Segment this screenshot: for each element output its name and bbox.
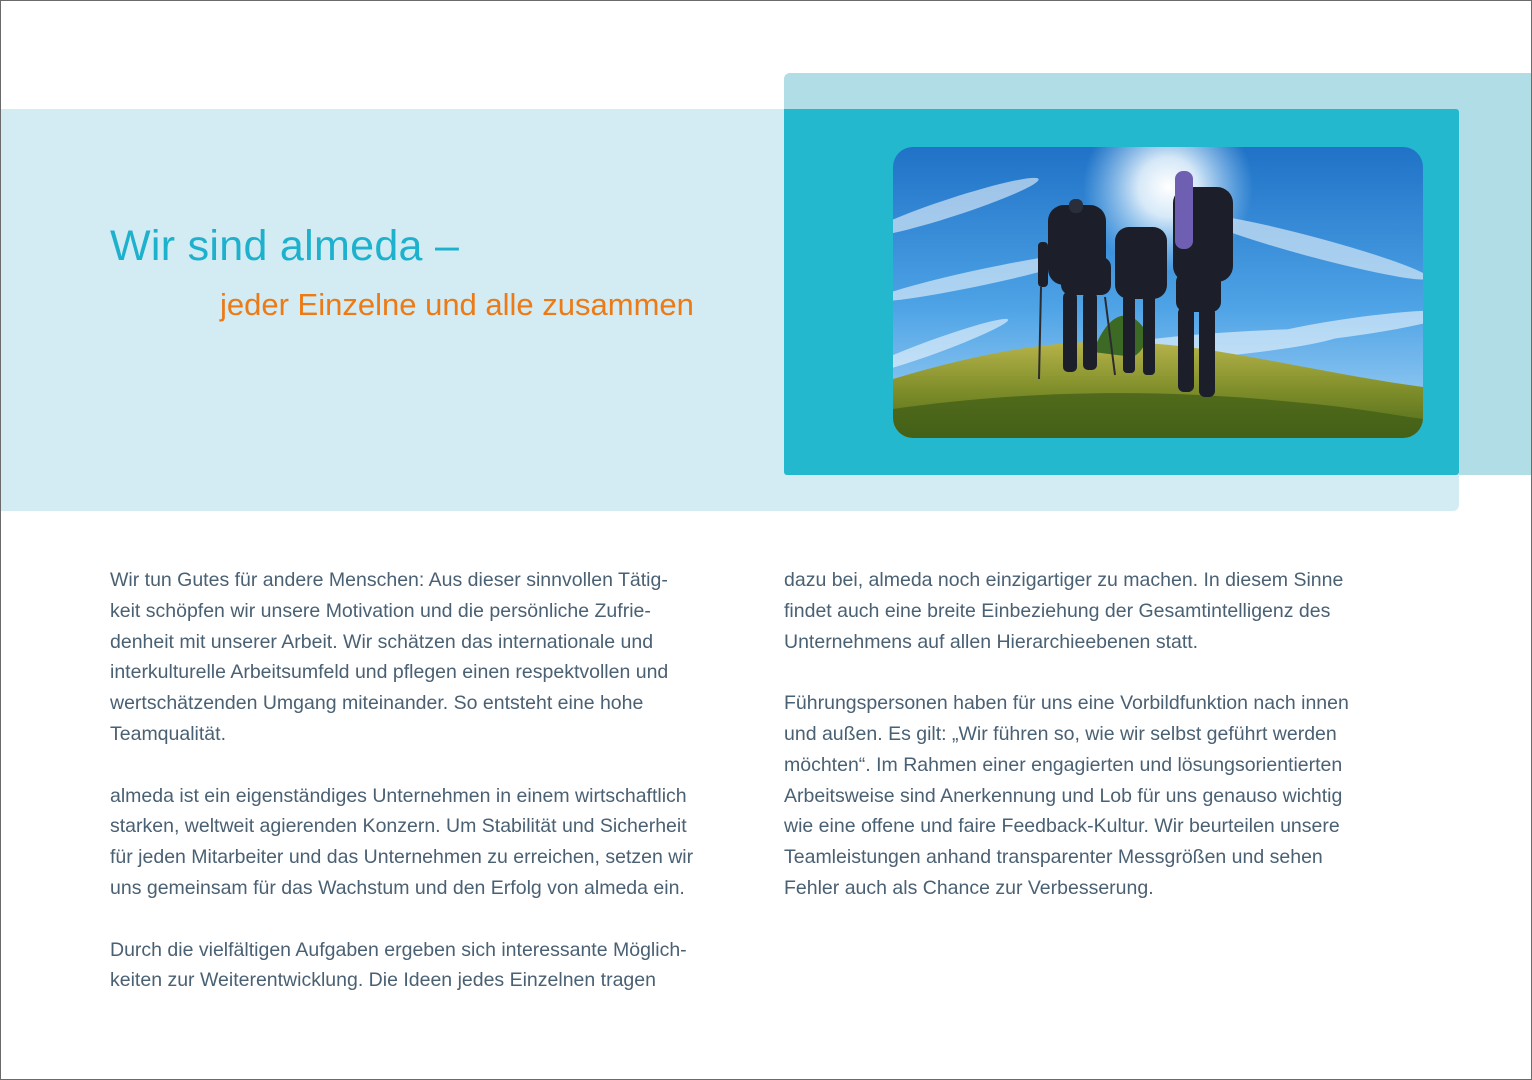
- text-line: für jeden Mitarbeiter und das Unternehmen zu erreichen, setzen wir: [110, 846, 694, 869]
- page-subtitle: jeder Einzelne und alle zusammen: [220, 287, 694, 322]
- text-line: wertschätzenden Umgang miteinander. So entsteht eine hohe: [110, 692, 644, 715]
- text-line: Führungspersonen haben für uns eine Vorbildfunktion nach innen: [784, 692, 1349, 715]
- text-column-left: [110, 565, 760, 1027]
- text-line: Teamleistungen anhand transparenter Messgrößen und sehen: [784, 846, 1323, 869]
- paragraph: [784, 688, 1424, 904]
- text-line: uns gemeinsam für das Wachstum und den Erfolg von almeda ein.: [110, 876, 685, 899]
- text-line: und außen. Es gilt: „Wir führen so, wie wir selbst geführt werden: [784, 722, 1337, 745]
- paragraph: [784, 565, 1424, 657]
- text-line: keit schöpfen wir unsere Motivation und die persönliche Zufrie-: [110, 599, 651, 622]
- text-line: dazu bei, almeda noch einzigartiger zu machen. In diesem Sinne: [784, 569, 1344, 591]
- text-line: möchten“. Im Rahmen einer engagierten und lösungsorientierten: [784, 753, 1343, 776]
- text-line: Teamqualität.: [110, 722, 226, 745]
- text-line: interkulturelle Arbeitsumfeld und pflegen einen respektvollen und: [110, 661, 669, 684]
- text-line: almeda ist ein eigenständiges Unternehmen in einem wirtschaftlich: [110, 784, 687, 807]
- text-line: Fehler auch als Chance zur Verbesserung.: [784, 876, 1154, 899]
- text-line: Unternehmens auf allen Hierarchieebenen statt.: [784, 630, 1199, 653]
- text-line: wie eine offene und faire Feedback-Kultur. Wir beurteilen unsere: [784, 815, 1340, 838]
- text-line: Wir tun Gutes für andere Menschen: Aus dieser sinnvollen Tätig-: [110, 569, 668, 591]
- header-band-accent-right: [1459, 109, 1531, 475]
- text-column-right: [784, 565, 1424, 935]
- text-line: Arbeitsweise sind Anerkennung und Lob für uns genauso wichtig: [784, 784, 1343, 807]
- header-band-accent-top: [784, 73, 1531, 113]
- paragraph: [110, 935, 760, 997]
- page-title: Wir sind almeda –: [110, 222, 460, 270]
- paragraph: [110, 781, 760, 904]
- hikers-photo: [893, 147, 1423, 438]
- paragraph: [110, 565, 760, 750]
- text-line: starken, weltweit agierenden Konzern. Um Stabilität und Sicherheit: [110, 815, 687, 838]
- text-line: findet auch eine breite Einbeziehung der Gesamtintelligenz des: [784, 599, 1331, 622]
- text-line: denheit mit unserer Arbeit. Wir schätzen das internationale und: [110, 630, 654, 653]
- text-line: keiten zur Weiterentwicklung. Die Ideen jedes Einzelnen tragen: [110, 969, 656, 992]
- text-line: Durch die vielfältigen Aufgaben ergeben sich interessante Möglich-: [110, 938, 687, 961]
